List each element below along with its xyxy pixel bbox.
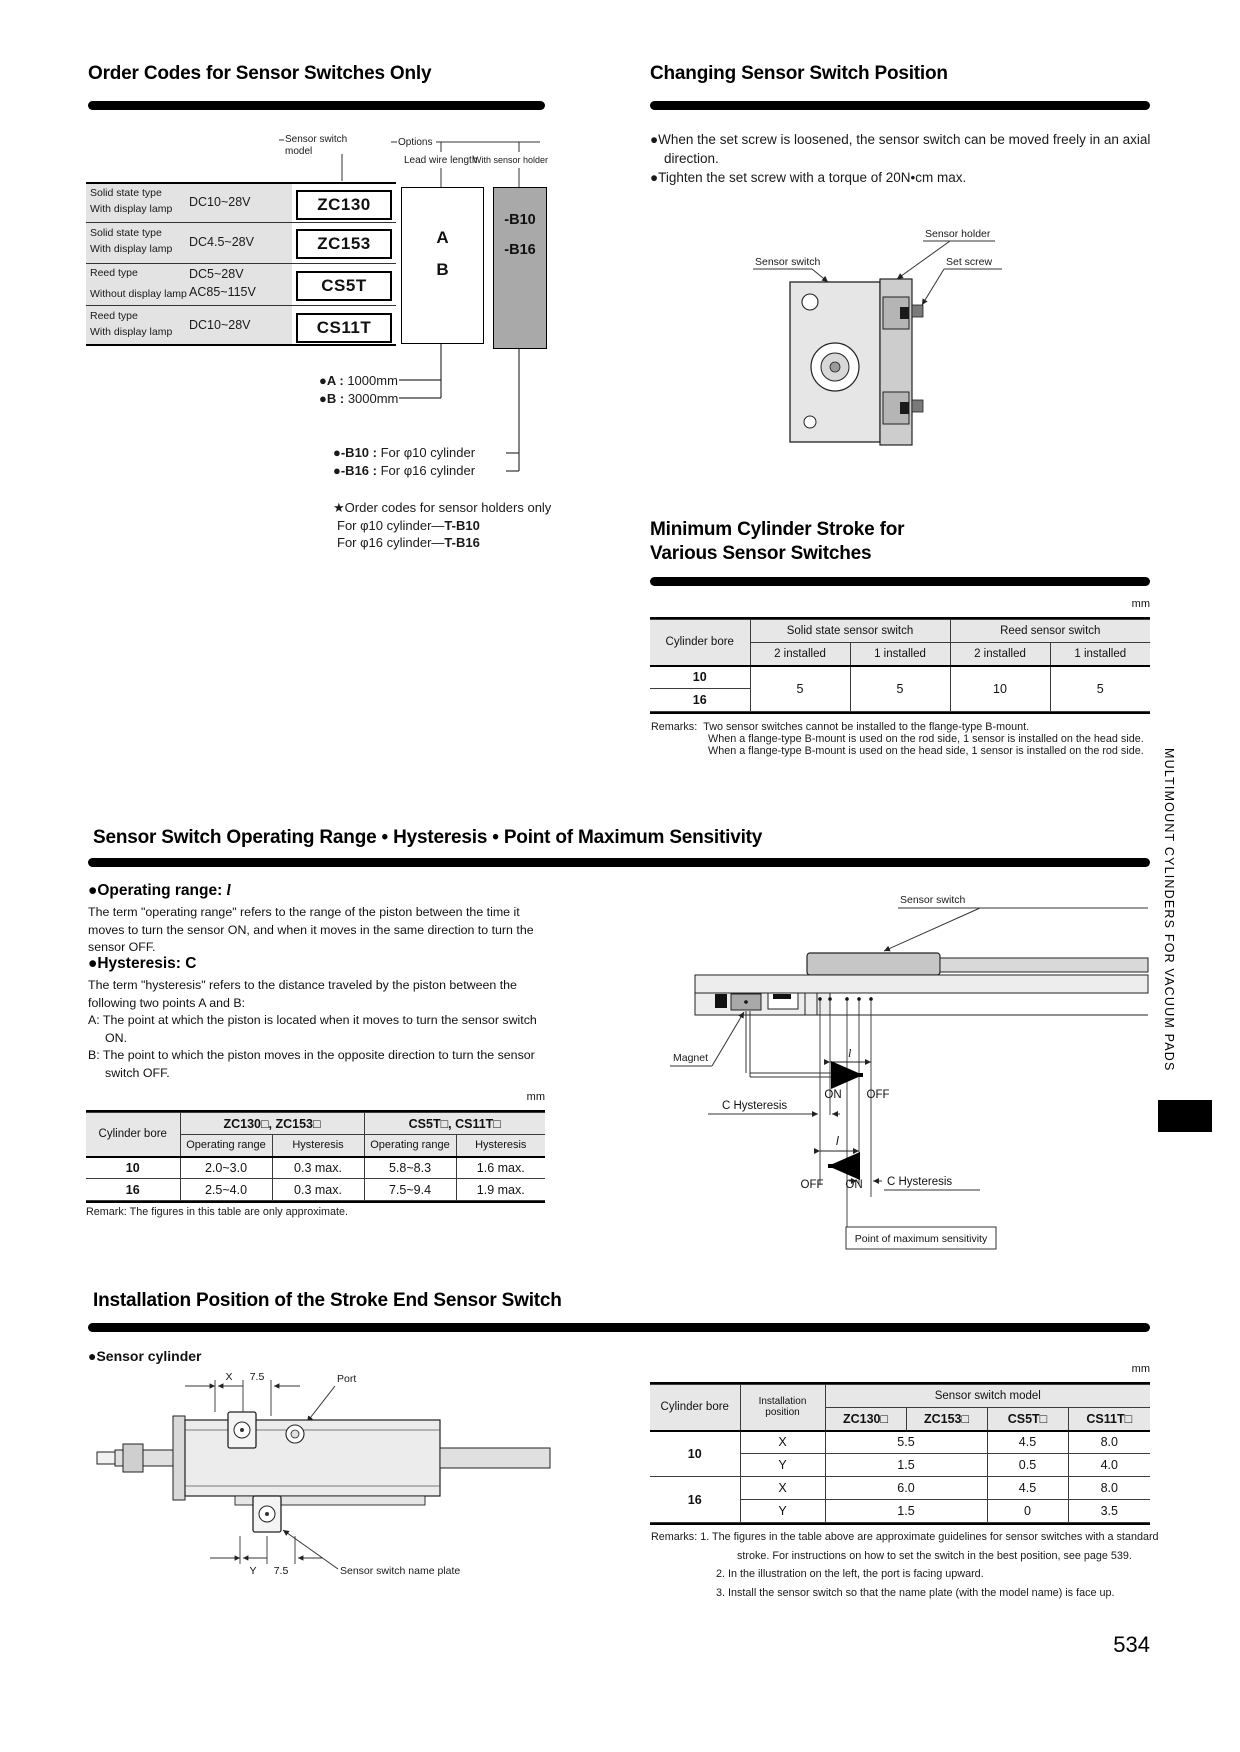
order-codes-title: Order Codes for Sensor Switches Only: [88, 63, 432, 84]
cylinder-body: [185, 1420, 440, 1496]
label-l-lower: l: [836, 1134, 839, 1148]
order-table-top-border: [86, 182, 396, 184]
bullet-tighten-torque: ●Tighten the set screw with a torque of 20N•cm max.: [650, 170, 967, 186]
bracket-lead-wire-length: Lead wire length: [404, 155, 478, 166]
label-magnet: Magnet: [673, 1052, 709, 1064]
label-max-sensitivity: Point of maximum sensitivity: [854, 1233, 988, 1245]
label-name-plate: Sensor switch name plate: [340, 1565, 461, 1577]
model-cs5t: CS5T: [296, 271, 392, 301]
bullet-set-screw-loosen: ●When the set screw is loosened, the sensor switch can be moved freely in an axial direction.: [650, 132, 1151, 167]
label-sensor-holder: Sensor holder: [925, 228, 991, 240]
min-stroke-unit: mm: [1131, 598, 1150, 610]
sensor-cylinder-subhead: ●Sensor cylinder: [88, 1348, 202, 1364]
changing-position-bullets: [650, 130, 1155, 187]
changing-position-diagram: [650, 225, 1150, 460]
label-c-hysteresis-lower: C Hysteresis: [887, 1176, 953, 1188]
operating-range-text: The term "operating range" refers to the range of the piston between the time it moves to turn the sensor ON, and when it moves in the same direction to turn the sensor OFF.: [88, 905, 534, 955]
label-off-upper: OFF: [866, 1089, 890, 1101]
sensor-switch-body: [807, 953, 940, 975]
model-zc130: ZC130: [296, 190, 392, 220]
set-screw-upper: [912, 305, 923, 317]
operating-range-diagram: [650, 885, 1150, 1257]
label-sensor-switch: Sensor switch: [755, 256, 821, 268]
sensor-holder-option-box: [493, 187, 547, 349]
side-tab-marker: [1158, 1100, 1212, 1132]
label-sensor-switch: Sensor switch: [900, 894, 966, 906]
guide-rail: [440, 1448, 550, 1468]
legend-b10: ●-B10 : For φ10 cylinder: [333, 445, 476, 460]
changing-position-rule: [650, 101, 1150, 110]
dim-y-75: 7.5: [273, 1565, 289, 1577]
legend-b16: ●-B16 : For φ16 cylinder: [333, 463, 476, 478]
cylinder-tube: [695, 975, 1148, 993]
order-code-figure: Sensor switch model Options Lead wire length With sensor holder Solid state type With display lamp DC10~28V ZC130 Solid state type With display lamp DC4.5~28V ZC153 Reed type Without display lamp DC5~28V AC85~115V CS5T Reed type With display lamp DC10~28V CS11T A B -B10 -B16 ●A : 1000mm ●B : 3000mm ●-B10 : For φ10 cylinder ●-B16 : For φ16 cylinder ★Order codes for sensor holders only For φ10 cylinder—T-B10 For φ16 cylinder—T-B16: [86, 128, 556, 560]
changing-position-title: Changing Sensor Switch Position: [650, 63, 948, 84]
legend-star: ★Order codes for sensor holders only: [333, 500, 552, 515]
holder-option-b16: -B16: [504, 242, 536, 258]
legend-star-b10: For φ10 cylinder—T-B10: [337, 518, 480, 533]
installation-unit: mm: [1131, 1363, 1150, 1375]
label-l-upper: l: [848, 1046, 852, 1060]
label-on-lower: ON: [845, 1179, 863, 1191]
sensor-cylinder-diagram: [85, 1368, 565, 1580]
legend-lead-b: ●B : 3000mm: [319, 391, 399, 406]
label-port: Port: [337, 1373, 357, 1385]
label-c-hysteresis-upper: C Hysteresis: [722, 1100, 788, 1112]
set-screw-lower: [912, 400, 923, 412]
min-stroke-table: Cylinder bore Solid state sensor switch Reed sensor switch 2 installed 1 installed 2 installed 1 installed 10 5 5 10 5 16: [650, 617, 1150, 714]
installation-rule: [88, 1323, 1150, 1332]
bracket-options: Options: [398, 137, 433, 148]
model-cs11t: CS11T: [296, 313, 392, 343]
min-stroke-remarks: Remarks: Two sensor switches cannot be installed to the flange-type B-mount. When a flange-type B-mount is used on the rod side, 1 sensor is installed on the head side. When a flange-type B-mount is used on the head side, 1 sensor is installed on the rod side.: [651, 721, 1144, 757]
operating-unit: mm: [526, 1091, 545, 1103]
operating-remark: Remark: The figures in this table are only approximate.: [86, 1206, 349, 1218]
dim-x: X: [225, 1371, 233, 1383]
installation-table: Cylinder bore Installation position Sensor switch model ZC130□ ZC153□ CS5T□ CS11T□ 10 X 5.5 4.5 8.0 Y 1.5 0.5 4.0 16 X 6.0 4.5 8.0 Y 1.5 0 3.5: [650, 1382, 1150, 1525]
hysteresis-text: The term "hysteresis" refers to the distance traveled by the piston between the following two points A and B: A: The point at which the piston is located when it moves to turn the sensor switch ON. B: The point to which the piston moves in the opposite direction to turn the sensor switch OFF.: [88, 978, 537, 1081]
bracket-with-sensor-holder: With sensor holder: [473, 155, 549, 165]
operating-title: Sensor Switch Operating Range • Hysteresis • Point of Maximum Sensitivity: [93, 827, 763, 848]
label-on-upper: ON: [824, 1089, 842, 1101]
operating-table: Cylinder bore ZC130□, ZC153□ CS5T□, CS11T□ Operating range Hysteresis Operating range Hysteresis 10 2.0~3.0 0.3 max. 5.8~8.3 1.6 max. 16 2.5~4.0 0.3 max. 7.5~9.4 1.9 max.: [86, 1110, 545, 1203]
holder-option-b10: -B10: [504, 212, 536, 228]
operating-range-heading: ●Operating range: l: [88, 882, 231, 899]
operating-rule: [88, 858, 1150, 867]
legend-star-b16: For φ16 cylinder—T-B16: [337, 535, 480, 550]
hysteresis-heading: ●Hysteresis: C: [88, 955, 197, 972]
lead-wire-option-box: [401, 187, 484, 344]
label-set-screw: Set screw: [946, 256, 993, 268]
legend-lead-a: ●A : 1000mm: [319, 373, 398, 388]
min-stroke-rule: [650, 577, 1150, 586]
dim-y: Y: [249, 1565, 257, 1577]
installation-title: Installation Position of the Stroke End Sensor Switch: [93, 1290, 562, 1311]
order-codes-rule: [88, 101, 545, 110]
page-number: 534: [1113, 1632, 1150, 1657]
order-table-bottom-border: [86, 344, 396, 346]
model-zc153: ZC153: [296, 229, 392, 259]
lead-wire-option-a: A: [436, 228, 449, 247]
min-stroke-title: Minimum Cylinder Stroke for Various Sensor Switches: [650, 519, 905, 564]
side-tab-label: MULTIMOUNT CYLINDERS FOR VACUUM PADS: [1162, 748, 1176, 1072]
installation-remarks: Remarks: 1. The figures in the table above are approximate guidelines for sensor switches with a standard stroke. For instructions on how to set the switch in the best position, see page 539. 2. In the illustration on the left, the port is facing upward. 3. Install the sensor switch so that the name plate (with the model name) is face up.: [651, 1531, 1159, 1599]
label-off-lower: OFF: [800, 1179, 824, 1191]
dim-x-75: 7.5: [249, 1371, 265, 1383]
sensor-switch-cable: [940, 958, 1148, 972]
lead-wire-option-b: B: [436, 260, 449, 279]
bracket-sensor-switch-model: Sensor switch model: [285, 134, 348, 157]
